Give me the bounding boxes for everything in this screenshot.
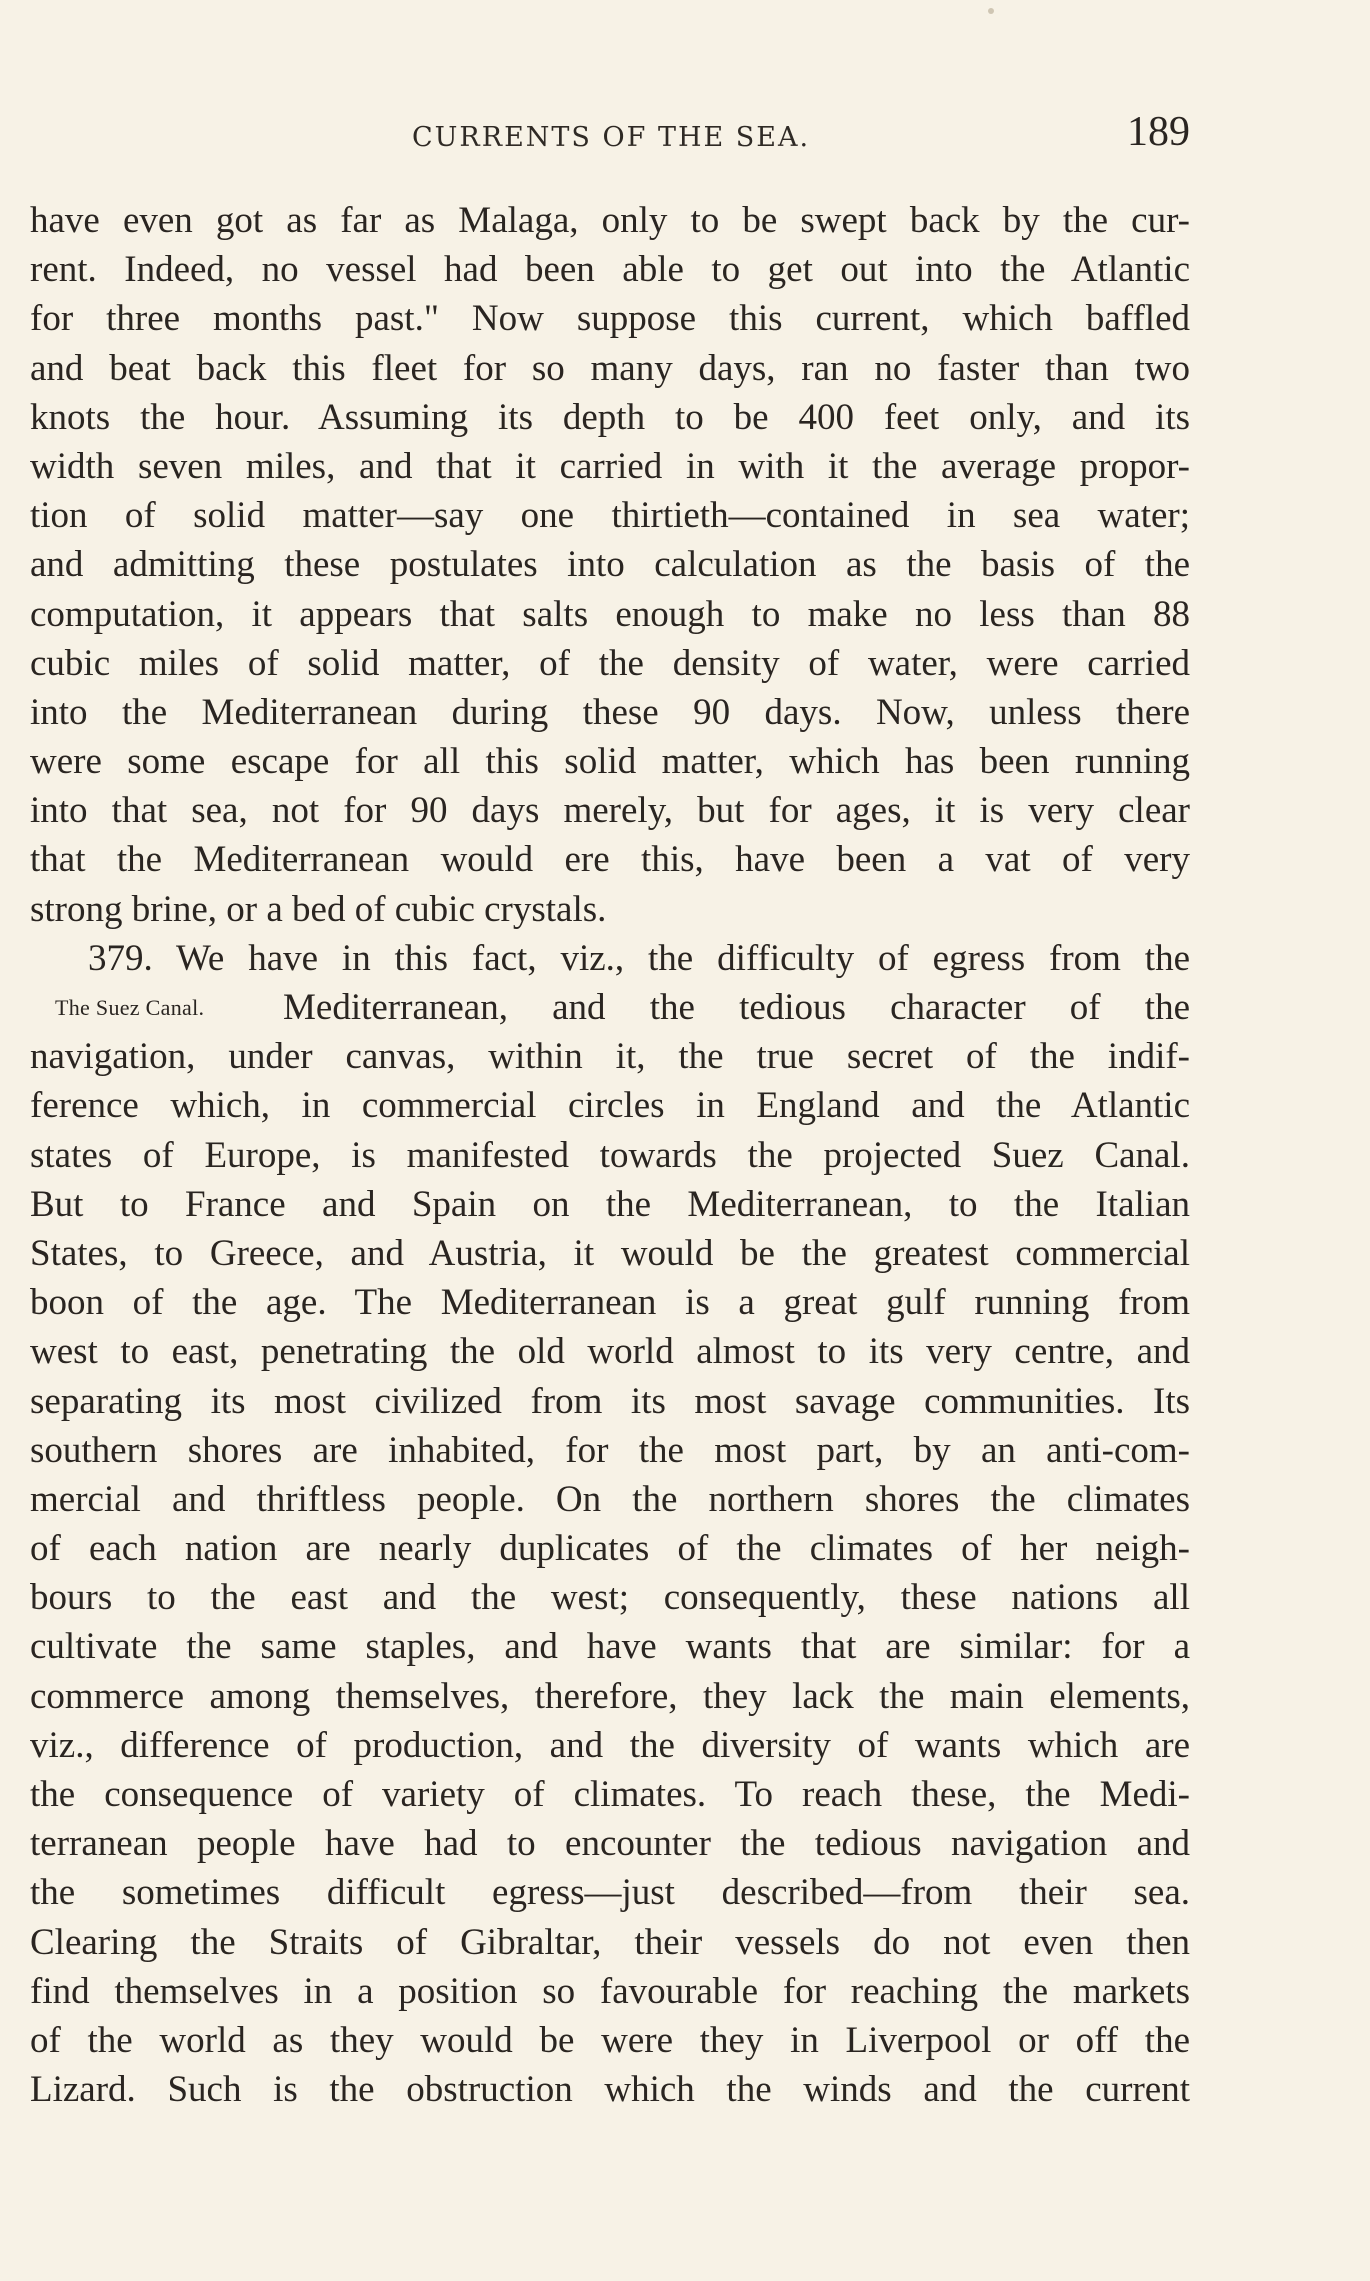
text-line: viz., difference of production, and the diversity of wants which are [30, 1724, 1190, 1766]
text-line: Mediterranean, and the tedious character of the [283, 987, 1190, 1028]
text-line: States, to Greece, and Austria, it would be the greatest commercial [30, 1232, 1190, 1274]
paragraph-start-line: 379. We have in this fact, viz., the difficulty of egress from the [88, 937, 1190, 979]
text-line: find themselves in a position so favourable for reaching the markets [30, 1970, 1190, 2012]
page-speck [988, 8, 994, 14]
text-line: into that sea, not for 90 days merely, but for ages, it is very clear [30, 790, 1190, 832]
text-line: boon of the age. The Mediterranean is a great gulf running from [30, 1282, 1190, 1324]
text-line: navigation, under canvas, within it, the true secret of the indif- [30, 1036, 1190, 1078]
text-line: separating its most civilized from its most savage communities. Its [30, 1380, 1190, 1422]
text-line: have even got as far as Malaga, only to be swept back by the cur- [30, 200, 1190, 241]
text-line: computation, it appears that salts enough to make no less than 88 [30, 593, 1190, 635]
text-line: terranean people have had to encounter the tedious navigation and [30, 1823, 1190, 1865]
text-line: strong brine, or a bed of cubic crystals. [30, 888, 607, 930]
text-line: rent. Indeed, no vessel had been able to get out into the Atlantic [30, 249, 1190, 291]
margin-sidenote: The Suez Canal. [55, 995, 205, 1020]
body-text [30, 196, 1190, 2114]
page-header [30, 108, 1190, 168]
text-line: cubic miles of solid matter, of the density of water, were carried [30, 642, 1190, 684]
text-line: for three months past." Now suppose this current, which baffled [30, 298, 1190, 340]
text-line: and beat back this fleet for so many days, ran no faster than two [30, 347, 1190, 389]
text-line: the sometimes difficult egress—just described—from their sea. [30, 1872, 1190, 1914]
sidenote-line [30, 983, 1190, 1032]
text-line: commerce among themselves, therefore, they lack the main elements, [30, 1675, 1190, 1717]
text-line: into the Mediterranean during these 90 days. Now, unless there [30, 691, 1190, 733]
text-line: ference which, in commercial circles in England and the Atlantic [30, 1085, 1190, 1127]
text-line: that the Mediterranean would ere this, have been a vat of very [30, 839, 1190, 881]
text-line: Clearing the Straits of Gibraltar, their vessels do not even then [30, 1921, 1190, 1963]
text-line: of each nation are nearly duplicates of the climates of her neigh- [30, 1528, 1190, 1570]
text-line: knots the hour. Assuming its depth to be 400 feet only, and its [30, 396, 1190, 438]
text-line: of the world as they would be were they in Liverpool or off the [30, 2019, 1190, 2061]
text-line: west to east, penetrating the old world almost to its very centre, and [30, 1331, 1190, 1373]
text-line: tion of solid matter—say one thirtieth—contained in sea water; [30, 495, 1190, 537]
text-line: mercial and thriftless people. On the northern shores the climates [30, 1478, 1190, 1520]
text-line: cultivate the same staples, and have wants that are similar: for a [30, 1626, 1190, 1668]
text-line: But to France and Spain on the Mediterranean, to the Italian [30, 1183, 1190, 1225]
text-line: bours to the east and the west; consequently, these nations all [30, 1577, 1190, 1619]
text-line: the consequence of variety of climates. To reach these, the Medi- [30, 1774, 1190, 1815]
text-line: states of Europe, is manifested towards the projected Suez Canal. [30, 1134, 1190, 1176]
text-line: were some escape for all this solid matter, which has been running [30, 741, 1190, 783]
text-line: width seven miles, and that it carried in with it the average propor- [30, 445, 1190, 487]
running-title: CURRENTS OF THE SEA. [412, 122, 811, 153]
text-line: Lizard. Such is the obstruction which the winds and the current [30, 2069, 1190, 2111]
text-line: and admitting these postulates into calculation as the basis of the [30, 544, 1190, 586]
text-line: southern shores are inhabited, for the most part, by an anti-com- [30, 1429, 1190, 1471]
page-number: 189 [1127, 109, 1190, 155]
